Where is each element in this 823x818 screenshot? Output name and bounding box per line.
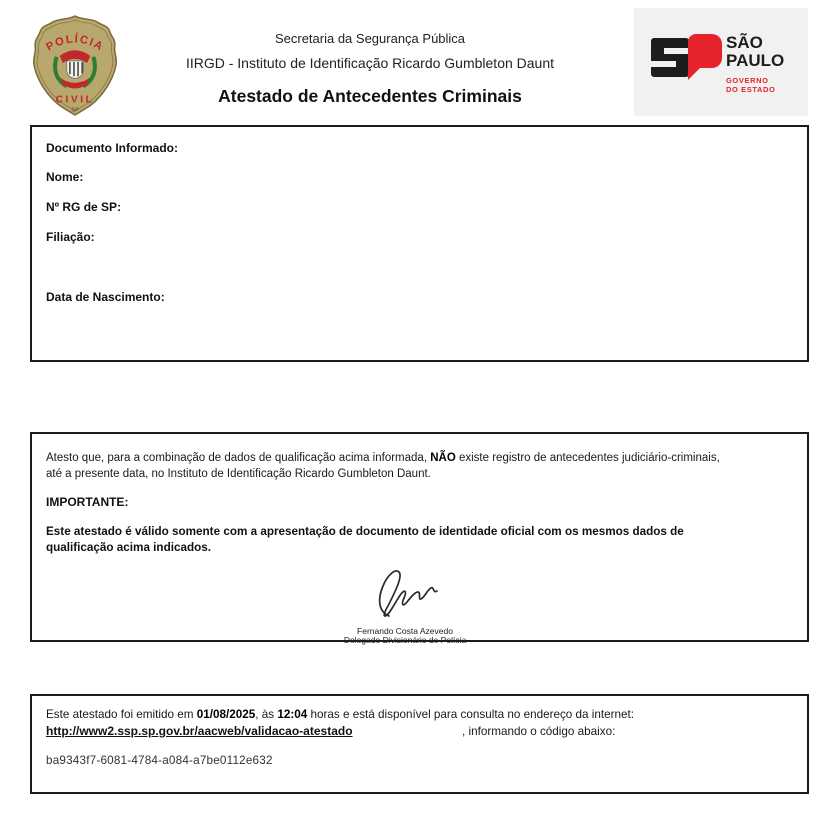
gov-logo-name: SÃO PAULO — [726, 33, 785, 70]
important-label: IMPORTANTE: — [46, 495, 129, 509]
field-label-rg: Nº RG de SP: — [46, 200, 122, 214]
signature-icon — [345, 566, 465, 622]
badge-top-label: POLÍCIA — [44, 33, 106, 54]
badge-footer-label: SP — [71, 107, 79, 114]
emission-line: Este atestado foi emitido em 01/08/2025, às 12:04 horas e está disponível para consulta no endereço da internet: — [46, 708, 635, 721]
informing-text: , informando o código abaixo: — [462, 725, 616, 738]
signer-name: Fernando Costa Azevedo — [357, 626, 453, 636]
validation-code: ba9343f7-6081-4784-a084-a7be0112e632 — [46, 754, 273, 767]
field-label-documento: Documento Informado: — [46, 141, 178, 155]
attestation-paragraph: Atesto que, para a combinação de dados de qualificação acima informada, NÃO existe registro de antecedentes judiciário-criminais, até a presente data, no Instituto de Identificação Ricardo Gumbleton Daunt. — [46, 452, 720, 480]
attestation-box — [30, 432, 809, 645]
page-title: Atestado de Antecedentes Criminais — [218, 86, 522, 106]
sao-paulo-gov-logo — [634, 8, 808, 116]
header-department: Secretaria da Segurança Pública — [274, 31, 466, 46]
validation-url-link[interactable]: http://www2.ssp.sp.gov.br/aacweb/validacao-atestado — [46, 724, 353, 738]
sp-logo-icon — [648, 34, 724, 89]
important-text: Este atestado é válido somente com a apresentação de documento de identidade oficial com os mesmos dados de qualificação acima indicados. — [46, 525, 684, 554]
field-label-nascimento: Data de Nascimento: — [46, 290, 165, 304]
policia-civil-badge-icon — [28, 13, 122, 117]
validation-box — [30, 694, 809, 794]
identification-box — [30, 125, 809, 362]
signer-title: Delegado Divisionário de Polícia — [343, 634, 467, 645]
field-label-filiacao: Filiação: — [46, 230, 95, 244]
field-label-nome: Nome: — [46, 170, 84, 184]
badge-bottom-label: CIVIL — [55, 94, 95, 106]
header-institute: IIRGD - Instituto de Identificação Ricardo Gumbleton Daunt — [185, 55, 555, 71]
gov-logo-subtitle: GOVERNO DO ESTADO — [726, 76, 776, 94]
signature-block — [300, 566, 510, 645]
